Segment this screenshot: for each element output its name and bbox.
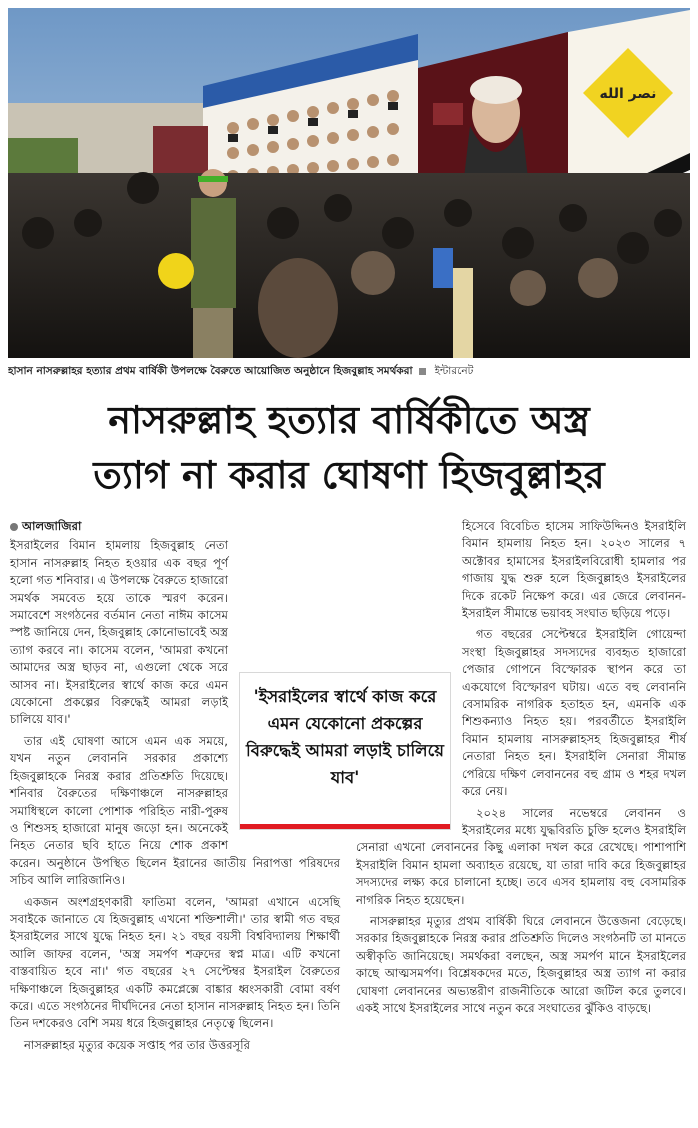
- source-name: আলজাজিরা: [22, 519, 82, 533]
- photo-credit: ইন্টারনেট: [434, 365, 474, 377]
- credit-square-icon: [419, 368, 426, 375]
- paragraph: একজন অংশগ্রহণকারী ফাতিমা বলেন, 'আমরা এখানে এসেছি সবাইকে জানাতে যে হিজবুল্লাহ এখনো শক্তিশালী।' তার স্বামী গত বছর ইসরাইলের সাথে যুদ্ধে নিহত হন। ২১ বছর বয়সী বিশ্ববিদ্যালয় শিক্ষার্থী আলি জাফর বলেন, 'অস্ত্র সমর্পণ শত্রুদের স্বপ্ন মাত্র। এটি কখনো বাস্তবায়িত হবে না।' গত বছরের ২৭ সেপ্টেম্বর ইসরাইল বৈরুতের দক্ষিণাঞ্চলে হিজবুল্লাহর একটি কমপ্লেক্সে বাঙ্কার ধ্বংসকারী বোমা বর্ষণ করে। এতে সংগঠনের দীর্ঘদিনের নেতা হাসান নাসরুল্লাহ নিহত হন। তিনি তিন দশকেরও বেশি সময় ধরে হিজবুল্লাহর নেতৃত্বে ছিলেন।: [10, 894, 340, 1031]
- blue-flag: [433, 248, 453, 288]
- yellow-cap: [158, 253, 194, 289]
- pull-quote: [239, 672, 451, 830]
- paragraph: হিসেবে বিবেচিত হাসেম সাফিউদ্দিনও ইসরাইলি বিমান হামলায় নিহত হন। ২০২৩ সালের ৭ অক্টোবর হামাসের ইসরাইলবিরোধী হামলার পর গাজায় যুদ্ধ শুরু হলে হিজবুল্লাহও ইসরাইলের দিকে রকেট নিক্ষেপ করে। এর জেরে লেবানন-ইসরাইল সীমান্তে ভয়াবহ সংঘাত ছড়িয়ে পড়ে।: [462, 519, 686, 621]
- paragraph: তার এই ঘোষণা আসে এমন এক সময়ে, যখন নতুন লেবাননি সরকার প্রকাশ্যে হিজবুল্লাহকে নিরস্ত্র করার প্রতিশ্রুতি দিয়েছে। শনিবার বৈরুতের দক্ষিণাঞ্চলে নাসরুল্লাহর সমাধিস্থলে কালো পোশাক পরিহিত নারী-পুরুষ ও শিশুসহ হাজারো মানুষ জড়ো হন। অনেকেই নিহত নেতার ছবি হাতে নিয়ে শোক প্রকাশ করেন। অনুষ্ঠানে উপস্থিত ছিলেন ইরানের জাতীয় নিরাপত্তা পরিষদের সচিব আলি লারিজানিও।: [10, 733, 340, 888]
- source-bullet-icon: [10, 523, 18, 531]
- paragraph: নাসরুল্লাহর মৃত্যুর কয়েক সপ্তাহ পর তার উত্তরসূরি: [24, 1037, 250, 1052]
- news-photo: [8, 8, 690, 358]
- pull-quote-red-rule: [240, 824, 450, 829]
- headline-line-1: নাসরুল্লাহ হত্যার বার্ষিকীতে অস্ত্র: [108, 397, 590, 442]
- logo-text: نصر الله: [599, 86, 657, 102]
- headline-line-2: ত্যাগ না করার ঘোষণা হিজবুল্লাহর: [93, 452, 605, 497]
- photo-caption: [8, 362, 690, 380]
- paragraph: ইসরাইলের বিমান হামলায় হিজবুল্লাহ নেতা হাসান নাসরুল্লাহ নিহত হওয়ার এক বছর পূর্ণ হলো গত শনিবার। এ উপলক্ষে বৈরুতে হাজারো সমর্থক সমবেত হয়ে তাকে স্মরণ করেন। সমাবেশে সংগঠনের বর্তমান নেতা নাঈম কাসেম স্পষ্ট জানিয়ে দেন, হিজবুল্লাহ কোনোভাবেই অস্ত্র ত্যাগ করবে না। কাসেম বলেন, 'আমরা কখনো আমাদের অস্ত্র ছাড়ব না, এগুলো থেকে সরে আসব না। ইসরাইলের স্বার্থে কাজ করে এমন যেকোনো প্রকল্পের বিরুদ্ধেই আমরা লড়াই চালিয়ে যাব।': [10, 538, 228, 727]
- hijab: [258, 258, 338, 358]
- paragraph: গত বছরের সেপ্টেম্বরে ইসরাইলি গোয়েন্দা সংস্থা হিজবুল্লাহর সদস্যদের ব্যবহৃত হাজারো পেজার গোপনে বিস্ফোরক স্থাপন করে তা একযোগে বিস্ফোরণ ঘটায়। এতে বহু লেবাননি বেসামরিক নাগরিক হতাহত হন, এমনকি এক শিশুকন্যাও নিহত হয়। পরবর্তীতে ইসরাইলি বিমান হামলায় নাসরুল্লাহসহ হিজবুল্লাহর শীর্ষ নেতারা নিহত হন। ইসরাইলি সেনারা সীমান্ত পেরিয়ে দক্ষিণ লেবাননের বহু গ্রাম ও শহর দখল করে নেয়।: [462, 627, 686, 799]
- placard: [453, 268, 473, 358]
- rally-photo-illustration: [8, 8, 690, 358]
- news-source: [10, 518, 340, 535]
- yellow-logo-panel: [568, 10, 690, 173]
- headline: [8, 392, 690, 502]
- paragraph: ২০২৪ সালের নভেম্বরে লেবানন ও ইসরাইলের মধ্যে যুদ্ধবিরতি চুক্তি হলেও ইসরাইলি সেনারা এখনো লেবাননের কিছু এলাকা দখল করে রেখেছে। পাশাপাশি ইসরাইলি বিমান হামলা অব্যাহত রয়েছে, যা তারা দাবি করে হিজবুল্লাহর সদস্যদের লক্ষ্য করে চালানো হচ্ছে। তবে এসব হামলায় বহু বেসামরিক নাগরিক নিহত হয়েছেন।: [356, 805, 686, 907]
- paragraph: নাসরুল্লাহর মৃত্যুর প্রথম বার্ষিকী ঘিরে লেবাননে উত্তেজনা বেড়েছে। সরকার হিজবুল্লাহকে নিরস্ত্র করার প্রতিশ্রুতি দিলেও সংগঠনটি তা মানতে অস্বীকৃতি জানিয়েছে। সমর্থকরা বলছেন, অস্ত্র সমর্পণ মানে ইসরাইলের কাছে আত্মসমর্পণ। বিশ্লেষকদের মতে, হিজবুল্লাহর অস্ত্র ত্যাগ না করার ঘোষণা লেবাননের অভ্যন্তরীণ রাজনীতিকে আরো জটিল করে তুলবে। একই সাথে ইসরাইলের সাথে নতুন করে সংঘাতের ঝুঁকিও বাড়ছে।: [356, 913, 686, 1015]
- pull-quote-text: 'ইসরাইলের স্বার্থে কাজ করে এমন যেকোনো প্রকল্পের বিরুদ্ধেই আমরা লড়াই চালিয়ে যাব': [246, 687, 444, 787]
- caption-text: হাসান নাসরুল্লাহর হত্যার প্রথম বার্ষিকী উপলক্ষে বৈরুতে আয়োজিত অনুষ্ঠানে হিজবুল্লাহ সমর্থকরা: [8, 365, 413, 377]
